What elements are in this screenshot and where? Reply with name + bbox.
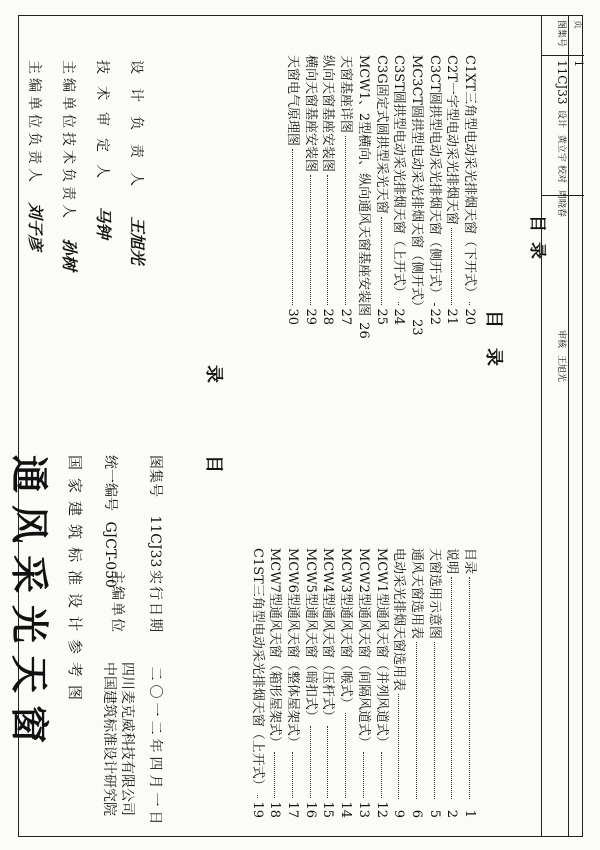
toc-banner-left: 目 <box>483 310 504 348</box>
title-block <box>541 436 583 837</box>
toc-right-entry-page: 25 <box>373 308 389 325</box>
toc-left-entry-title: MCW3型通风天窗（喉式） <box>338 548 354 710</box>
toc-left-entry[interactable] <box>319 548 336 818</box>
tb-row-2-label: 校对 <box>556 165 566 184</box>
toc-left-entry-leader <box>434 642 435 799</box>
toc-right-entry[interactable] <box>284 55 301 325</box>
signatory-1-role: 主编单位负责人 <box>26 60 42 186</box>
toc-left-entry-leader <box>310 726 311 799</box>
toc-right-entry[interactable] <box>408 55 425 336</box>
toc-left-entry[interactable] <box>426 548 443 818</box>
toc-right-entry-page: 30 <box>285 308 300 325</box>
toc-right-entry[interactable] <box>373 55 390 325</box>
toc-left-entry-title: MCW2型通风天窗（间隔风道式） <box>355 548 371 749</box>
toc-right-entry-title: 纵向天窗基座安装图 <box>320 55 336 173</box>
signatory-4 <box>127 60 150 264</box>
tb-atlas-value: 11CJ33 <box>555 60 569 105</box>
effective-date-value: 二〇一二年四月一日 <box>147 666 163 829</box>
toc-left-entry-page: 2 <box>444 809 460 818</box>
signatory-3-role: 技术审定人 <box>94 60 110 190</box>
signatory-3 <box>93 60 116 238</box>
toc-left-entry[interactable] <box>461 548 478 818</box>
signatory-4-role: 设计负责人 <box>128 60 144 200</box>
unified-number-value: GJCT-050 <box>102 521 118 588</box>
signatory-1-signature: 刘子彦 <box>26 202 45 251</box>
info-unit-line-1: 中国建筑标准设计研究院 <box>101 662 117 816</box>
toc-left-entry-leader <box>345 713 346 799</box>
toc-left-entry-page: 18 <box>267 801 283 818</box>
toc-left-entry-title: MCW5型通风天窗（暗扣式） <box>302 548 318 723</box>
title-block-upper <box>541 15 583 436</box>
atlas-number-label: 图集号 <box>147 455 163 497</box>
toc-left-entry[interactable] <box>408 548 425 818</box>
toc-left-entry-title: MCW6型通风天窗（整体屋架式） <box>285 548 300 749</box>
toc-left-entry[interactable] <box>443 548 460 818</box>
toc-right-entry[interactable] <box>461 55 478 325</box>
toc-right-entry[interactable] <box>443 55 460 325</box>
unified-number <box>101 455 121 588</box>
toc-right-entry[interactable] <box>302 55 319 325</box>
main-title: 通风采光天窗 <box>7 455 52 756</box>
toc-right-entry[interactable] <box>337 55 354 325</box>
toc-heading-right: 录 <box>203 365 224 383</box>
toc-right-entry-page: 29 <box>302 308 318 325</box>
toc-right-entry-page: 21 <box>444 308 460 325</box>
tb-name-text: 目录 <box>527 215 547 269</box>
toc-right-entry-title: 天窗基座详图 <box>338 55 354 134</box>
toc-left-entry[interactable] <box>373 548 390 818</box>
tb-row-1-value: 黄立宇 <box>556 134 566 162</box>
toc-left-entry[interactable] <box>266 548 283 818</box>
toc-right-entry[interactable] <box>390 55 407 325</box>
toc-left-entry-title: MCW4型通风天窗（压杆式） <box>320 548 336 723</box>
toc-right-entry-page: 24 <box>391 308 407 325</box>
atlas-number <box>146 455 166 567</box>
toc-left-entry-page: 16 <box>302 801 318 818</box>
toc-right-entry-page: 23 <box>408 319 424 336</box>
toc-left-entry[interactable] <box>284 548 301 818</box>
tb-row-3-label: 审核 <box>556 330 566 349</box>
toc-left-entry[interactable] <box>337 548 354 818</box>
toc-left-entry-leader <box>451 577 452 799</box>
toc-right-entry-title: C3CT圆拱型电动采光排烟天窗（侧开式） <box>426 55 442 300</box>
toc-right-entry-leader <box>292 149 293 305</box>
toc-right-entry[interactable] <box>319 55 336 325</box>
toc-right-entry-leader <box>398 302 399 306</box>
toc-heading-left: 目 <box>203 455 224 473</box>
toc-right-entry-leader <box>451 228 452 306</box>
toc-right-entry[interactable] <box>426 55 443 325</box>
toc-left-entry-leader <box>381 752 382 799</box>
unified-number-label: 统一编号 <box>102 455 118 511</box>
atlas-number-value: 11CJ33 <box>147 515 163 568</box>
toc-left-entry-leader <box>469 577 470 799</box>
toc-left-entry-page: 14 <box>338 801 354 818</box>
tb-row-3-value: 王旭光 <box>556 354 566 382</box>
toc-right-entry-leader <box>469 302 470 305</box>
toc-left-entry-title: MCW7型通风天窗（箱形屋架式） <box>267 548 283 749</box>
toc-banner-right: 录 <box>483 348 504 386</box>
toc-right-entry-title: C2T一字型电动采光排烟天窗 <box>444 55 460 225</box>
toc-right-entry-page: 27 <box>338 308 354 325</box>
info-unit-label-text: 主编单位 <box>109 570 125 634</box>
toc-left-entry[interactable] <box>390 548 407 818</box>
toc-left-entry-leader <box>327 726 328 799</box>
tb-page-value: 1 <box>572 60 585 67</box>
toc-left-entry-title: 目录 <box>462 548 477 575</box>
tb-atlas-label: 图集号 <box>556 20 566 48</box>
toc-right-entry-leader <box>345 136 346 305</box>
toc-right-entry-leader <box>327 175 328 305</box>
toc-left-entry-page: 1 <box>462 809 477 818</box>
toc-right-entry-leader <box>310 175 311 305</box>
toc-left-entry-leader <box>416 642 417 799</box>
toc-left-entry-leader <box>257 795 258 799</box>
toc-left-entry-title: C1ST三角型电动采光排烟天窗（上开式） <box>249 548 265 792</box>
toc-left-entry[interactable] <box>249 548 266 818</box>
toc-right-entry-page: 28 <box>320 308 336 325</box>
toc-left-entry-page: 13 <box>355 801 371 818</box>
toc-left-entry[interactable] <box>302 548 319 818</box>
toc-right-entry-title: C3ST圆拱型电动采光排烟天窗（上开式） <box>391 55 407 299</box>
signatory-1 <box>25 60 48 250</box>
toc-left-entry-leader <box>292 752 293 799</box>
toc-right-entry-title: C3G固定式圆拱型采光天窗 <box>373 55 389 214</box>
tb-row-2-value: 周晓春 <box>556 189 566 217</box>
signatory-3-signature: 马钟 <box>94 206 113 239</box>
tb-page-label: 页 <box>572 20 582 30</box>
toc-left-entry-page: 17 <box>285 801 300 818</box>
toc-left-entry-title: 说明 <box>444 548 460 575</box>
signatory-2-signature: 孙树 <box>60 238 79 271</box>
toc-left-entry-page: 19 <box>249 801 265 818</box>
toc-right-entry-page: 26 <box>355 322 371 339</box>
toc-right-entry-title: 横向天窗基座安装图 <box>302 55 318 173</box>
toc-left-entry-title: 天窗选用示意图 <box>426 548 442 640</box>
toc-right-entry-page: 20 <box>462 308 477 325</box>
toc-left-entry-page: 9 <box>391 809 407 818</box>
toc-left-entry-leader <box>363 752 364 799</box>
toc-banner <box>482 310 508 386</box>
toc-right-entry-leader <box>434 303 435 306</box>
toc-right-entry[interactable] <box>355 55 372 339</box>
subtitle: 国家建筑标准设计参考图 <box>66 455 84 709</box>
signatory-4-signature: 王旭光 <box>128 216 147 265</box>
toc-left-entry-title: MCW1型通风天窗（并列风道式） <box>373 548 389 749</box>
toc-right-entry-page: 22 <box>426 308 442 325</box>
toc-left-entry-title: 通风天窗选用表 <box>408 548 424 640</box>
toc-left-entry-leader <box>398 694 399 799</box>
toc-left-entry-page: 6 <box>408 809 424 818</box>
toc-right-entry-title: 天窗电气原理图 <box>285 55 300 147</box>
toc-left-entry-page: 12 <box>373 801 389 818</box>
toc-right-entry-title: C1XT三角型电动采光排烟天窗（下开式） <box>462 55 477 300</box>
toc-left-entry-page: 15 <box>320 801 336 818</box>
toc-left-entry-title: 电动采光排烟天窗选用表 <box>391 548 407 692</box>
toc-left-entry-page: 5 <box>426 809 442 818</box>
toc-left-entry-leader <box>274 752 275 799</box>
toc-right-entry-title: MC3CT圆拱型电动采光排烟天窗（侧开式） <box>408 55 424 314</box>
signatory-2-role: 主编单位技术负责人 <box>60 60 76 222</box>
tb-row-1-label: 设计 <box>556 110 566 129</box>
toc-right-entry-leader <box>381 217 382 306</box>
info-unit-line-2: 四川麦克威科技有限公司 <box>119 662 135 816</box>
effective-date-label: 实行日期 <box>147 570 163 634</box>
toc-right-entry-title: MCW1、2型横向、纵向通风天窗基座安装图 <box>355 55 371 317</box>
toc-left-entry[interactable] <box>355 548 372 818</box>
title-block-divider <box>568 436 569 837</box>
effective-date <box>146 570 166 828</box>
signatory-2 <box>59 60 82 270</box>
